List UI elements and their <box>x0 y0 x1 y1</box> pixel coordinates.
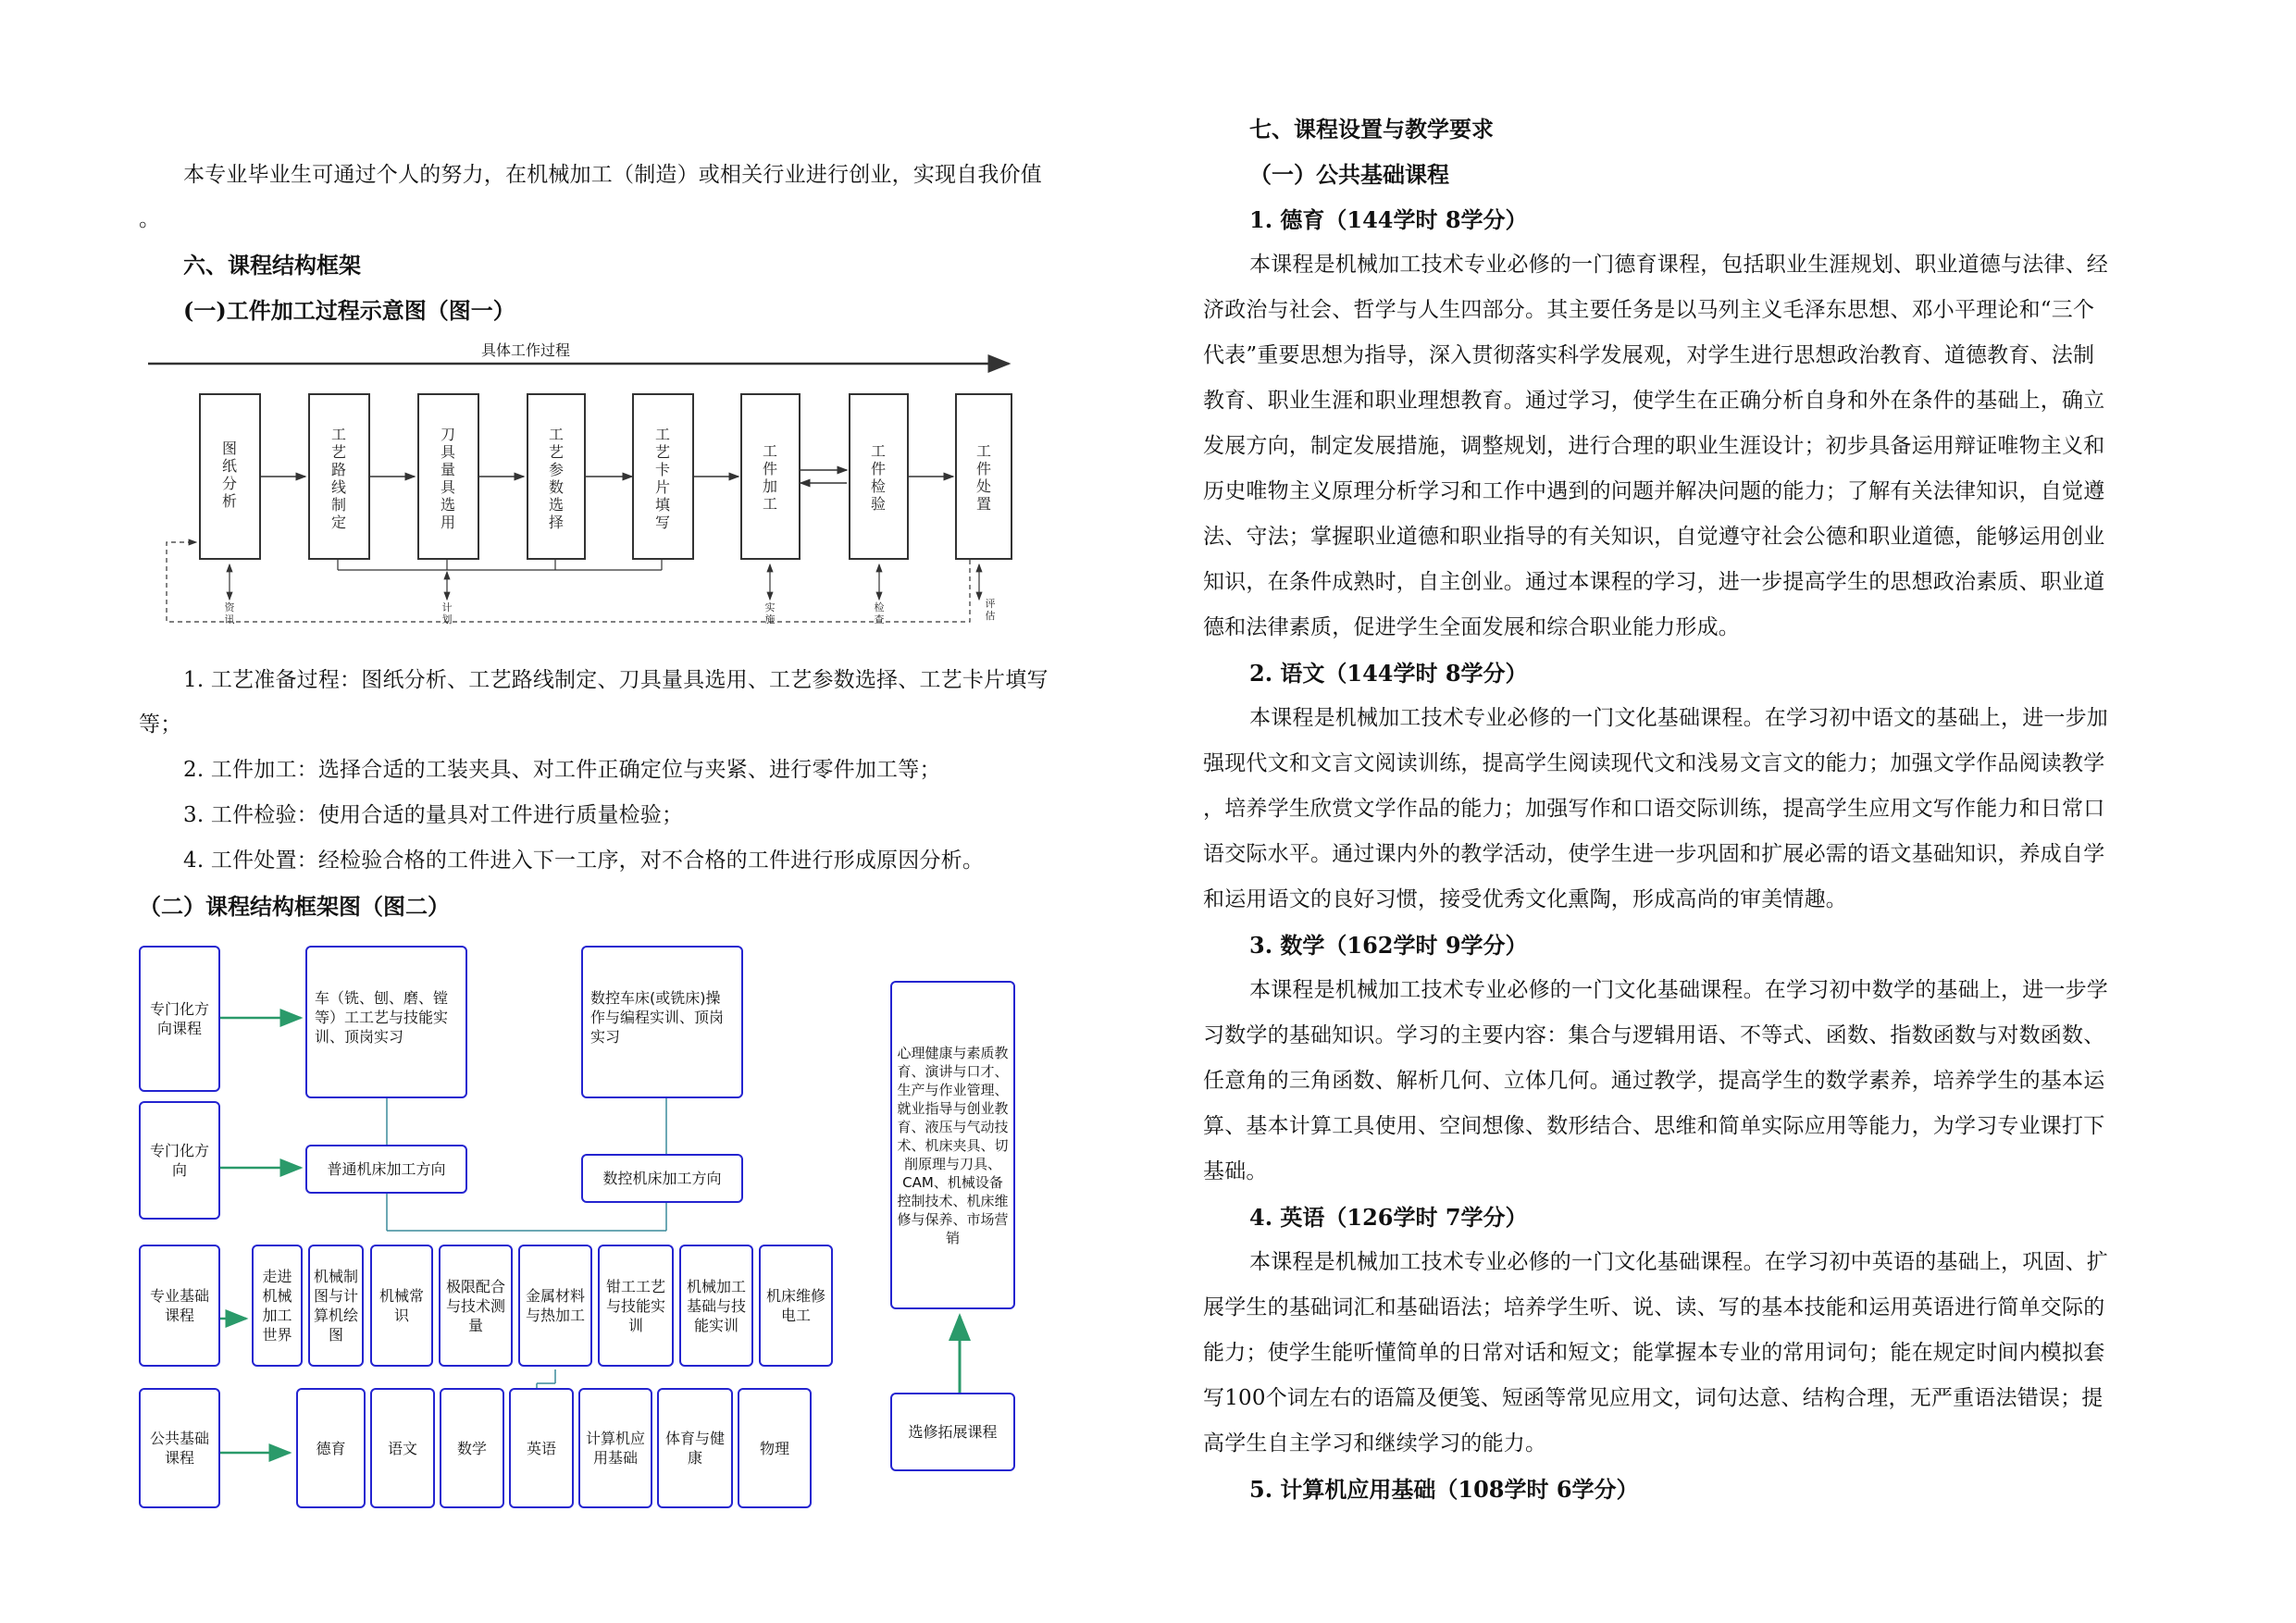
course-2-line-0: 本课程是机械加工技术专业必修的一门文化基础课程。在学习初中语文的基础上，进一步加 <box>1249 706 2108 730</box>
sub1-title: （一）公共基础课程 <box>1249 161 1449 188</box>
fig1-box-label-1: 工艺路线制定 <box>330 426 346 531</box>
section7-title: 七、课程设置与教学要求 <box>1249 116 1494 142</box>
course-3-line-0: 本课程是机械加工技术专业必修的一门文化基础课程。在学习初中数学的基础上，进一步学 <box>1249 978 2108 1002</box>
course-3-line-4: 基础。 <box>1203 1159 1268 1183</box>
fig2-major-item-5: 钳工工艺与技能实训 <box>598 1245 674 1367</box>
fig2-major-item-0: 走进机械加工世界 <box>252 1245 303 1367</box>
course-1-line-5: 历史唯物主义原理分析学习和工作中遇到的问题并解决问题的能力；了解有关法律知识，自觉遵 <box>1203 479 2105 503</box>
course-2-line-4: 和运用语文的良好习惯，接受优秀文化熏陶，形成高尚的审美情趣。 <box>1203 887 1847 911</box>
course-1-line-2: 代表”重要思想为指导，深入贯彻落实科学发展观，对学生进行思想政治教育、道德教育、法制 <box>1203 343 2095 367</box>
fig2-public-item-3: 英语 <box>509 1388 574 1508</box>
fig1-box-label-4: 工艺卡片填写 <box>654 426 670 531</box>
fig1-box-label-3: 工艺参数选择 <box>548 426 564 531</box>
fig1-label-check: 检查 <box>874 601 885 626</box>
fig2-public-item-4: 计算机应用基础 <box>578 1388 652 1508</box>
fig1-box-label-6: 工件检验 <box>870 442 886 513</box>
course-1-title: 1. 德育（144学时 8学分） <box>1249 206 1528 233</box>
course-4-line-4: 高学生自主学习和继续学习的能力。 <box>1203 1431 1547 1456</box>
course-4-title: 4. 英语（126学时 7学分） <box>1249 1204 1528 1231</box>
intro-line-1: 本专业毕业生可通过个人的努力，在机械加工（制造）或相关行业进行创业，实现自我价值 <box>183 163 1042 187</box>
fig2-public-item-0: 德育 <box>296 1388 366 1508</box>
fig1-label-info: 资讯 <box>224 601 235 626</box>
fig2-practice-cnc: 数控车床(或铣床)操作与编程实训、顶岗实习 <box>581 946 743 1098</box>
fig1-top-arrow-label: 具体工作过程 <box>481 341 571 359</box>
course-4-line-2: 能力；使学生能听懂简单的日常对话和短文；能掌握本专业的常用词句；能在规定时间内模拟套 <box>1203 1341 2105 1365</box>
course-3-line-2: 任意角的三角函数、解析几何、立体几何。通过教学，提高学生的数学素养，培养学生的基本运 <box>1203 1069 2105 1093</box>
course-2-line-3: 语交际水平。通过课内外的教学活动，使学生进一步巩固和扩展必需的语文基础知识，养成自学 <box>1203 842 2105 866</box>
course-3-line-1: 习数学的基础知识。学习的主要内容：集合与逻辑用语、不等式、函数、指数函数与对数函数、 <box>1203 1023 2105 1047</box>
course-1-line-3: 教育、职业生涯和职业理想教育。通过学习，使学生在正确分析自身和外在条件的基础上，确立 <box>1203 389 2105 413</box>
fig2-major-item-2: 机械常识 <box>370 1245 433 1367</box>
fig2-major-basic: 专业基础课程 <box>139 1245 220 1367</box>
course-3-title: 3. 数学（162学时 9学分） <box>1249 932 1528 959</box>
course-4-line-3: 写100个词左右的语篇及便笺、短函等常见应用文，词句达意、结构合理，无严重语法错误；提 <box>1203 1386 2104 1410</box>
section6-title: 六、课程结构框架 <box>183 252 361 279</box>
course-4-line-0: 本课程是机械加工技术专业必修的一门文化基础课程。在学习初中英语的基础上，巩固、扩 <box>1249 1250 2108 1274</box>
figure-1-process-diagram <box>148 333 1027 629</box>
fig2-public-item-5: 体育与健康 <box>657 1388 733 1508</box>
fig1-title: (一)工件加工过程示意图（图一） <box>183 297 515 324</box>
course-2-line-1: 强现代文和文言文阅读训练，提高学生阅读现代文和浅易文言文的能力；加强文学作品阅读教学 <box>1203 751 2105 775</box>
fig2-major-item-7: 机床维修电工 <box>759 1245 833 1367</box>
step-1-cont: 等； <box>139 712 182 737</box>
fig2-public-item-6: 物理 <box>738 1388 812 1508</box>
course-2-line-2: ，培养学生欣赏文学作品的能力；加强写作和口语交际训练，提高学生应用文写作能力和日常口 <box>1203 797 2105 821</box>
fig2-elective-content: 心理健康与素质教育、演讲与口才、生产与作业管理、就业指导与创业教育、液压与气动技术、机床夹具、切削原理与刀具、CAM、机械设备控制技术、机床维修与保养、市场营销 <box>890 981 1015 1309</box>
fig2-public-basic: 公共基础课程 <box>139 1388 220 1508</box>
fig2-dir-cnc: 数控机床加工方向 <box>581 1154 743 1203</box>
step-4: 4. 工件处置：经检验合格的工件进入下一工序，对不合格的工件进行形成原因分析。 <box>183 849 985 873</box>
fig1-box-label-0: 图纸分析 <box>221 440 237 510</box>
fig2-major-item-6: 机械加工基础与技能实训 <box>679 1245 753 1367</box>
fig1-box-label-2: 刀具量具选用 <box>440 426 455 531</box>
course-5-title: 5. 计算机应用基础（108学时 6学分） <box>1249 1476 1639 1503</box>
fig2-practice-lathe: 车（铣、刨、磨、镗等）工工艺与技能实训、顶岗实习 <box>305 946 467 1098</box>
fig2-specialized-course: 专门化方向课程 <box>139 946 220 1092</box>
step-3: 3. 工件检验：使用合适的量具对工件进行质量检验； <box>183 803 684 827</box>
fig1-label-plan: 计划 <box>441 601 453 626</box>
course-1-line-7: 知识，在条件成熟时，自主创业。通过本课程的学习，进一步提高学生的思想政治素质、职业道 <box>1203 570 2105 594</box>
fig2-public-item-1: 语文 <box>370 1388 435 1508</box>
course-4-line-1: 展学生的基础词汇和基础语法；培养学生听、说、读、写的基本技能和运用英语进行简单交际的 <box>1203 1295 2105 1319</box>
course-1-line-4: 发展方向，制定发展措施，调整规划，进行合理的职业生涯设计；初步具备运用辩证唯物主义和 <box>1203 434 2105 458</box>
fig2-elective: 选修拓展课程 <box>890 1393 1015 1471</box>
course-2-title: 2. 语文（144学时 8学分） <box>1249 660 1528 687</box>
fig1-box-label-7: 工件处置 <box>975 442 991 513</box>
course-3-line-3: 算、基本计算工具使用、空间想像、数形结合、思维和简单实际应用等能力，为学习专业课打下 <box>1203 1114 2105 1138</box>
course-1-line-8: 德和法律素质，促进学生全面发展和综合职业能力形成。 <box>1203 615 1740 639</box>
fig2-major-item-1: 机械制图与计算机绘图 <box>308 1245 364 1367</box>
step-1: 1. 工艺准备过程：图纸分析、工艺路线制定、刀具量具选用、工艺参数选择、工艺卡片填写 <box>183 668 1049 692</box>
fig1-label-evaluate: 评估 <box>985 598 996 622</box>
course-1-line-0: 本课程是机械加工技术专业必修的一门德育课程，包括职业生涯规划、职业道德与法律、经 <box>1249 253 2108 277</box>
fig2-major-item-3: 极限配合与技术测量 <box>439 1245 513 1367</box>
fig1-box-label-5: 工件加工 <box>762 442 777 513</box>
fig1-label-implement: 实施 <box>764 601 776 626</box>
fig2-major-item-4: 金属材料与热加工 <box>518 1245 592 1367</box>
fig2-dir-ordinary: 普通机床加工方向 <box>305 1145 467 1194</box>
step-2: 2. 工件加工：选择合适的工装夹具、对工件正确定位与夹紧、进行零件加工等； <box>183 758 941 782</box>
course-1-line-6: 法、守法；掌握职业道德和职业指导的有关知识，自觉遵守社会公德和职业道德，能够运用创业 <box>1203 525 2105 549</box>
fig2-specialized-direction: 专门化方向 <box>139 1101 220 1220</box>
fig2-title: （二）课程结构框架图（图二） <box>139 893 450 920</box>
intro-line-2: 。 <box>139 207 161 231</box>
course-1-line-1: 济政治与社会、哲学与人生四部分。其主要任务是以马列主义毛泽东思想、邓小平理论和“三个 <box>1203 298 2095 322</box>
fig2-public-item-2: 数学 <box>440 1388 504 1508</box>
